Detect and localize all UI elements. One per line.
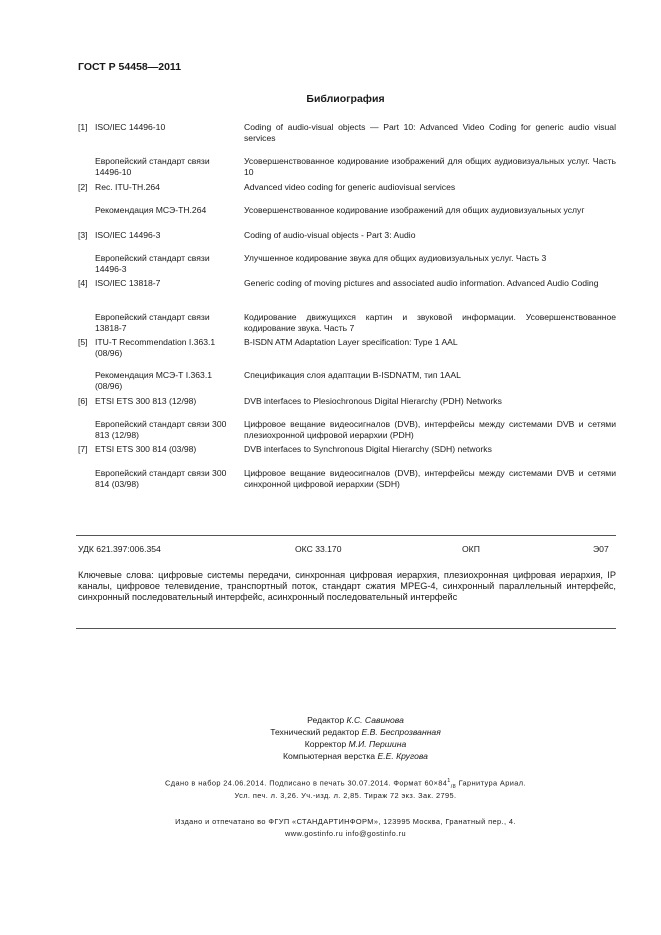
bib-number: [1] bbox=[78, 122, 88, 132]
bib-description: Усовершенствованное кодирование изображений для общих аудиовизуальных услуг bbox=[244, 205, 585, 215]
imprint-typeface: Гарнитура Ариал. bbox=[456, 778, 526, 788]
bib-description: DVB interfaces to Synchronous Digital Hierarchy (SDH) networks bbox=[244, 444, 492, 454]
credit-role: Технический редактор bbox=[270, 727, 360, 737]
document-header: ГОСТ Р 54458—2011 bbox=[78, 61, 182, 73]
imprint-line-2: Усл. печ. л. 3,26. Уч.-изд. л. 2,85. Тираж 72 экз. Зак. 2795. bbox=[234, 791, 457, 800]
bib-source: Европейский стандарт связи 13818-7 bbox=[95, 312, 210, 333]
credit-line bbox=[0, 751, 661, 763]
bib-number: [7] bbox=[78, 444, 88, 454]
bib-source: ISO/IEC 13818-7 bbox=[95, 278, 161, 288]
bib-number: [5] bbox=[78, 337, 88, 347]
credit-line bbox=[0, 715, 661, 727]
credit-name: Е.В. Беспрозванная bbox=[361, 727, 441, 737]
bib-source: ETSI ETS 300 813 (12/98) bbox=[95, 396, 197, 406]
bib-description: Generic coding of moving pictures and associated audio information. Advanced Audio Coding bbox=[244, 278, 599, 288]
bib-description: Кодирование движущихся картин и звуковой информации. Усовершенствованное кодирование звука. Часть 7 bbox=[244, 312, 616, 333]
bib-source: Европейский стандарт связи 14496-10 bbox=[95, 156, 210, 177]
credit-line bbox=[0, 739, 661, 751]
credit-name: Е.Е. Кругова bbox=[377, 751, 428, 761]
bib-description: Coding of audio-visual objects — Part 10: Advanced Video Coding for generic audio visual services bbox=[244, 122, 616, 143]
imprint-line-3: Издано и отпечатано во ФГУП «СТАНДАРТИНФОРМ», 123995 Москва, Гранатный пер., 4. bbox=[175, 817, 516, 826]
bib-description: Улучшенное кодирование звука для общих аудиовизуальных услуг. Часть 3 bbox=[244, 253, 547, 263]
bib-source: Рекомендация МСЭ-ТН.264 bbox=[95, 205, 207, 215]
credit-role: Редактор bbox=[307, 715, 345, 725]
imprint-line-4: www.gostinfo.ru info@gostinfo.ru bbox=[285, 829, 406, 838]
bib-number: [3] bbox=[78, 230, 88, 240]
udk-code: УДК 621.397:006.354 bbox=[78, 544, 161, 554]
bib-source: Европейский стандарт связи 300 813 (12/98) bbox=[95, 419, 227, 440]
bib-number: [6] bbox=[78, 396, 88, 406]
bib-description: Цифровое вещание видеосигналов (DVB), интерфейсы между системами DVB и сетями синхронной цифровой иерархии (SDH) bbox=[244, 468, 616, 489]
credit-name: К.С. Савинова bbox=[346, 715, 404, 725]
bib-number: [4] bbox=[78, 278, 88, 288]
bib-source: Рекомендация МСЭ-Т I.363.1 (08/96) bbox=[95, 370, 212, 391]
okp-label: ОКП bbox=[462, 544, 480, 554]
bib-description: DVB interfaces to Plesiochronous Digital Hierarchy (PDH) Networks bbox=[244, 396, 502, 406]
bib-source: Rec. ITU-TH.264 bbox=[95, 182, 160, 192]
credit-line bbox=[0, 727, 661, 739]
format-superscript: 1 bbox=[447, 778, 451, 784]
bib-description: Спецификация слоя адаптации B-ISDNATM, тип 1AAL bbox=[244, 370, 461, 380]
bib-description: Coding of audio-visual objects - Part 3: Audio bbox=[244, 230, 416, 240]
credit-role: Компьютерная верстка bbox=[283, 751, 376, 761]
credit-name: М.И. Першина bbox=[348, 739, 407, 749]
divider-top bbox=[76, 535, 616, 536]
class-code: Э07 bbox=[593, 544, 609, 554]
bib-source: Европейский стандарт связи 14496-3 bbox=[95, 253, 210, 274]
bib-description: B-ISDN ATM Adaptation Layer specification: Type 1 AAL bbox=[244, 337, 458, 347]
imprint-line-1 bbox=[0, 778, 661, 790]
divider-bottom bbox=[76, 628, 616, 629]
credit-role: Корректор bbox=[304, 739, 347, 749]
bib-number: [2] bbox=[78, 182, 88, 192]
bib-source: ITU-T Recommendation I.363.1 (08/96) bbox=[95, 337, 216, 358]
bib-description: Advanced video coding for generic audiovisual services bbox=[244, 182, 456, 192]
bib-description: Усовершенствованное кодирование изображений для общих аудиовизуальных услуг. Часть 10 bbox=[244, 156, 616, 177]
bib-source: ETSI ETS 300 814 (03/98) bbox=[95, 444, 197, 454]
bib-source: ISO/IEC 14496-10 bbox=[95, 122, 166, 132]
oks-code: ОКС 33.170 bbox=[295, 544, 342, 554]
keywords: Ключевые слова: цифровые системы передачи, синхронная цифровая иерархия, плезиохронная цифровая иерархия, IP каналы, цифровое телевидение, транспортный поток, стандарт сжатия MPEG-4, синхронный параллельный интерфейс, синхронный последовательный интерфейс, асинхронный последовательный интерфейс bbox=[78, 570, 616, 603]
bibliography-title: Библиография bbox=[306, 93, 385, 105]
imprint-text: Сдано в набор 24.06.2014. Подписано в печать 30.07.2014. Формат 60×84 bbox=[165, 778, 448, 788]
format-subscript: /8 bbox=[450, 783, 457, 790]
bib-description: Цифровое вещание видеосигналов (DVB), интерфейсы между системами DVB и сетями плезиохронной цифровой иерархии (PDH) bbox=[244, 419, 616, 440]
bib-source: ISO/IEC 14496-3 bbox=[95, 230, 161, 240]
bib-source: Европейский стандарт связи 300 814 (03/98) bbox=[95, 468, 227, 489]
